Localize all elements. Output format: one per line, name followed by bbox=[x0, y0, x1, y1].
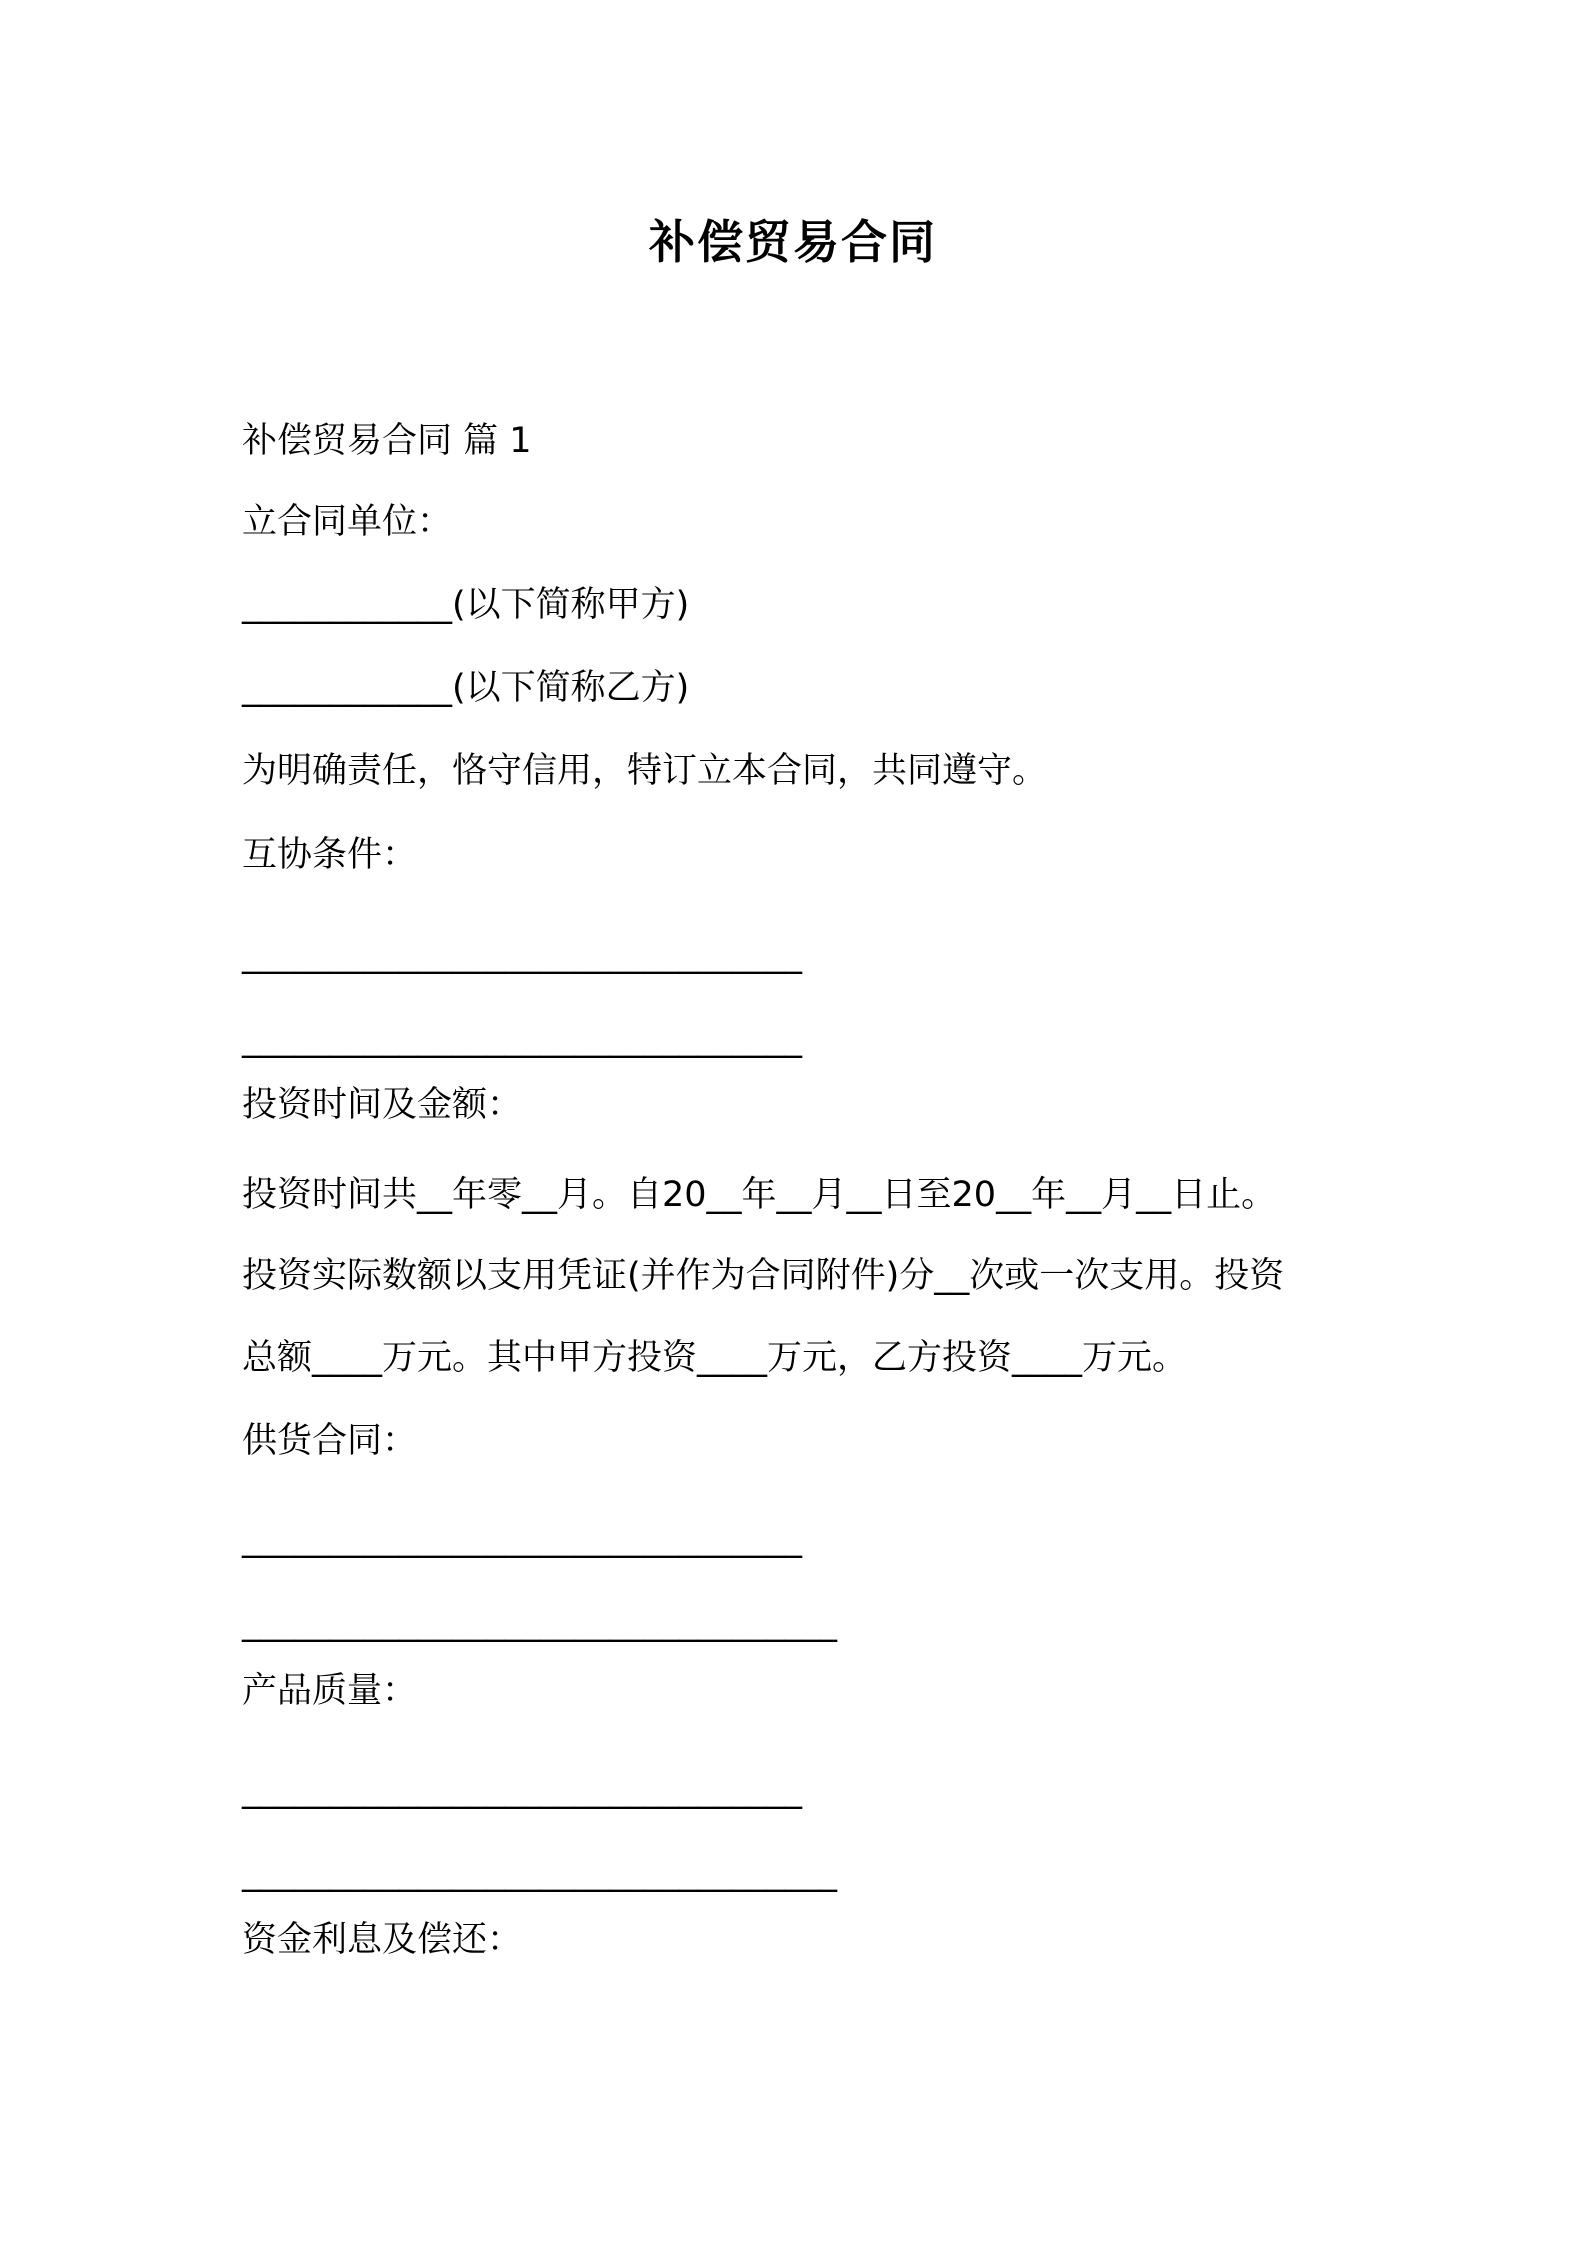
blank-fill-line: __________________________________ bbox=[242, 1853, 837, 1893]
investment-amount-text: 投资实际数额以支用凭证(并作为合同附件)分__次或一次支用。投资 bbox=[242, 1256, 1285, 1296]
investment-total-text: 总额____万元。其中甲方投资____万元，乙方投资____万元。 bbox=[242, 1338, 1188, 1378]
blank-fill-line: ________________________________ bbox=[242, 1019, 802, 1059]
party-b-line: ____________(以下简称乙方) bbox=[242, 668, 690, 708]
blank-fill-line: ________________________________ bbox=[242, 1519, 802, 1559]
document-title: 补偿贸易合同 bbox=[649, 215, 937, 269]
mutual-conditions-label: 互协条件： bbox=[242, 835, 418, 875]
blank-fill-line: __________________________________ bbox=[242, 1603, 837, 1643]
preamble-text: 为明确责任，恪守信用，特订立本合同，共同遵守。 bbox=[242, 751, 1048, 791]
blank-fill-line: ________________________________ bbox=[242, 935, 802, 975]
supply-contract-label: 供货合同： bbox=[242, 1421, 418, 1461]
contract-parties-label: 立合同单位： bbox=[242, 502, 453, 542]
party-a-line: ____________(以下简称甲方) bbox=[242, 585, 690, 625]
investment-period-text: 投资时间共__年零__月。自20__年__月__日至20__年__月__日止。 bbox=[242, 1175, 1277, 1215]
investment-label: 投资时间及金额： bbox=[242, 1085, 523, 1125]
product-quality-label: 产品质量： bbox=[242, 1671, 418, 1711]
funds-interest-label: 资金利息及偿还： bbox=[242, 1920, 523, 1960]
section-heading: 补偿贸易合同 篇 1 bbox=[242, 421, 532, 461]
blank-fill-line: ________________________________ bbox=[242, 1770, 802, 1810]
